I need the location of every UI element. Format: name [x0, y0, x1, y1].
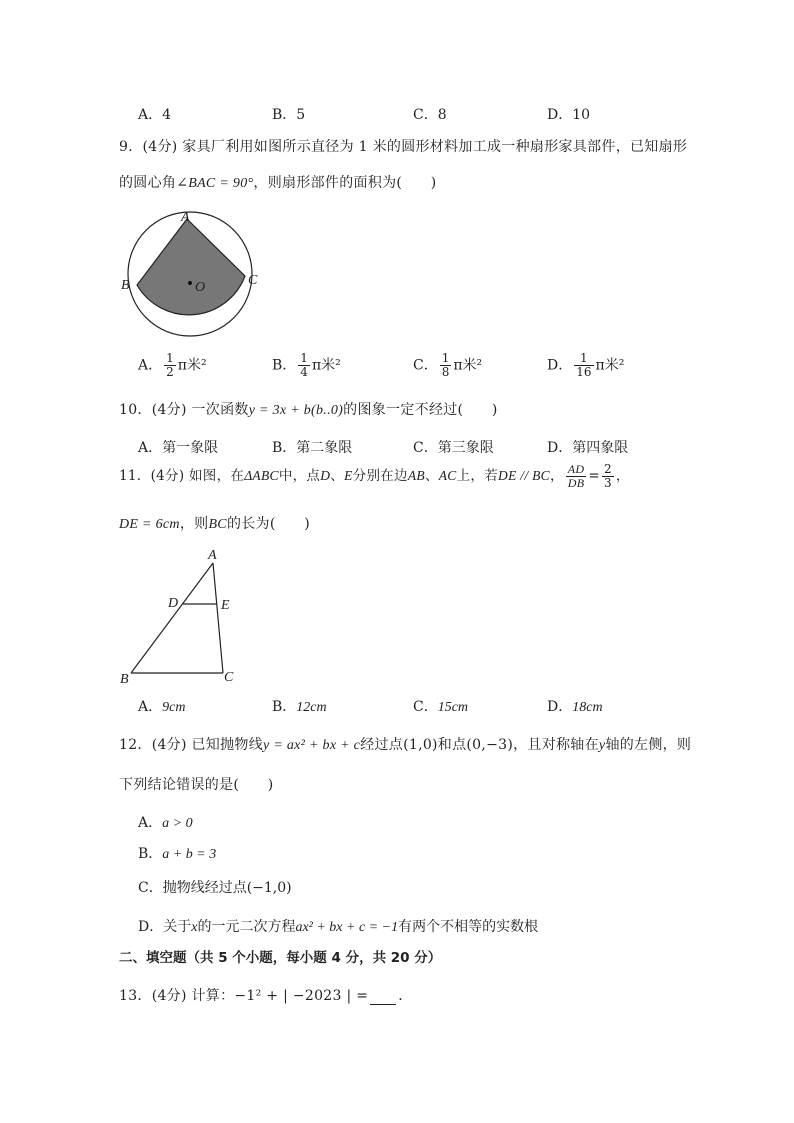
q10-option-b: B．第二象限	[272, 440, 353, 456]
q13-answer-blank[interactable]	[370, 990, 396, 1005]
q11-label-c: C	[224, 670, 234, 685]
q8-option-d: D．10	[547, 107, 591, 123]
q12-option-d: D．关于x的一元二次方程ax² + bx + c = −1有两个不相等的实数根	[138, 919, 539, 935]
q12-option-b: B．a + b = 3	[138, 846, 217, 862]
q12-stem-line1: 12．(4分) 已知抛物线y = ax² + bx + c经过点(1,0)和点(0,−3)，且对称轴在y轴的左侧，则	[119, 737, 692, 753]
q8-option-b: B．5	[272, 107, 306, 123]
q11-label-b: B	[120, 672, 129, 687]
q12-stem-line2: 下列结论错误的是( )	[119, 777, 274, 793]
q9-option-c: C． $\frac{1}{8}$ π米²	[413, 351, 483, 379]
q9-sector-figure	[115, 205, 265, 345]
q9-stem-line1: 9．(4分) 家具厂利用如图所示直径为 1 米的圆形材料加工成一种扇形家具部件，已知扇形	[119, 139, 688, 155]
q9-label-c: C	[248, 273, 258, 288]
q11-stem-line2: DE = 6cm，则BC的长为( )	[119, 516, 310, 532]
section-2-heading: 二、填空题（共 5 个小题，每小题 4 分，共 20 分）	[119, 950, 442, 966]
q9-option-a: A． $\frac{1}{2}$ π米²	[138, 351, 207, 379]
q10-option-a: A．第一象限	[138, 440, 219, 456]
q9-stem-line2: 的圆心角∠BAC = 90°，则扇形部件的面积为( )	[119, 175, 437, 191]
q12-option-a: A．a > 0	[138, 815, 193, 831]
q11-option-d: D．18cm	[547, 699, 603, 715]
q11-label-e: E	[221, 598, 230, 613]
q11-option-b: B．12cm	[272, 699, 327, 715]
q13-stem: 13．(4分) 计算：−1² + | −2023 | = ．	[119, 988, 413, 1004]
q9-option-d: D． $\frac{1}{16}$ π米²	[547, 351, 625, 379]
q12-option-c: C．抛物线经过点(−1,0)	[138, 880, 292, 896]
q11-option-a: A．9cm	[138, 699, 186, 715]
q9-label-o: O	[195, 280, 206, 295]
q11-stem-line1: 11．(4分) 如图，在ΔABC中，点D、E分别在边AB、AC上，若DE // BC， $\frac{AD}{DB}$ = $\frac{2}{3}$ ，	[119, 462, 630, 490]
q10-stem: 10．(4分) 一次函数y = 3x + b(b..0)的图象一定不经过( )	[119, 402, 498, 418]
q8-option-a: A．4	[138, 107, 172, 123]
q11-label-a: A	[208, 548, 217, 563]
q11-label-d: D	[168, 596, 179, 611]
q11-option-c: C．15cm	[413, 699, 469, 715]
q8-option-c: C．8	[413, 107, 447, 123]
q9-label-a: A	[181, 210, 190, 225]
q9-label-b: B	[121, 278, 130, 293]
q11-triangle-figure	[115, 545, 245, 687]
q10-option-c: C．第三象限	[413, 440, 494, 456]
q10-option-d: D．第四象限	[547, 440, 629, 456]
q9-option-b: B． $\frac{1}{4}$ π米²	[272, 351, 341, 379]
